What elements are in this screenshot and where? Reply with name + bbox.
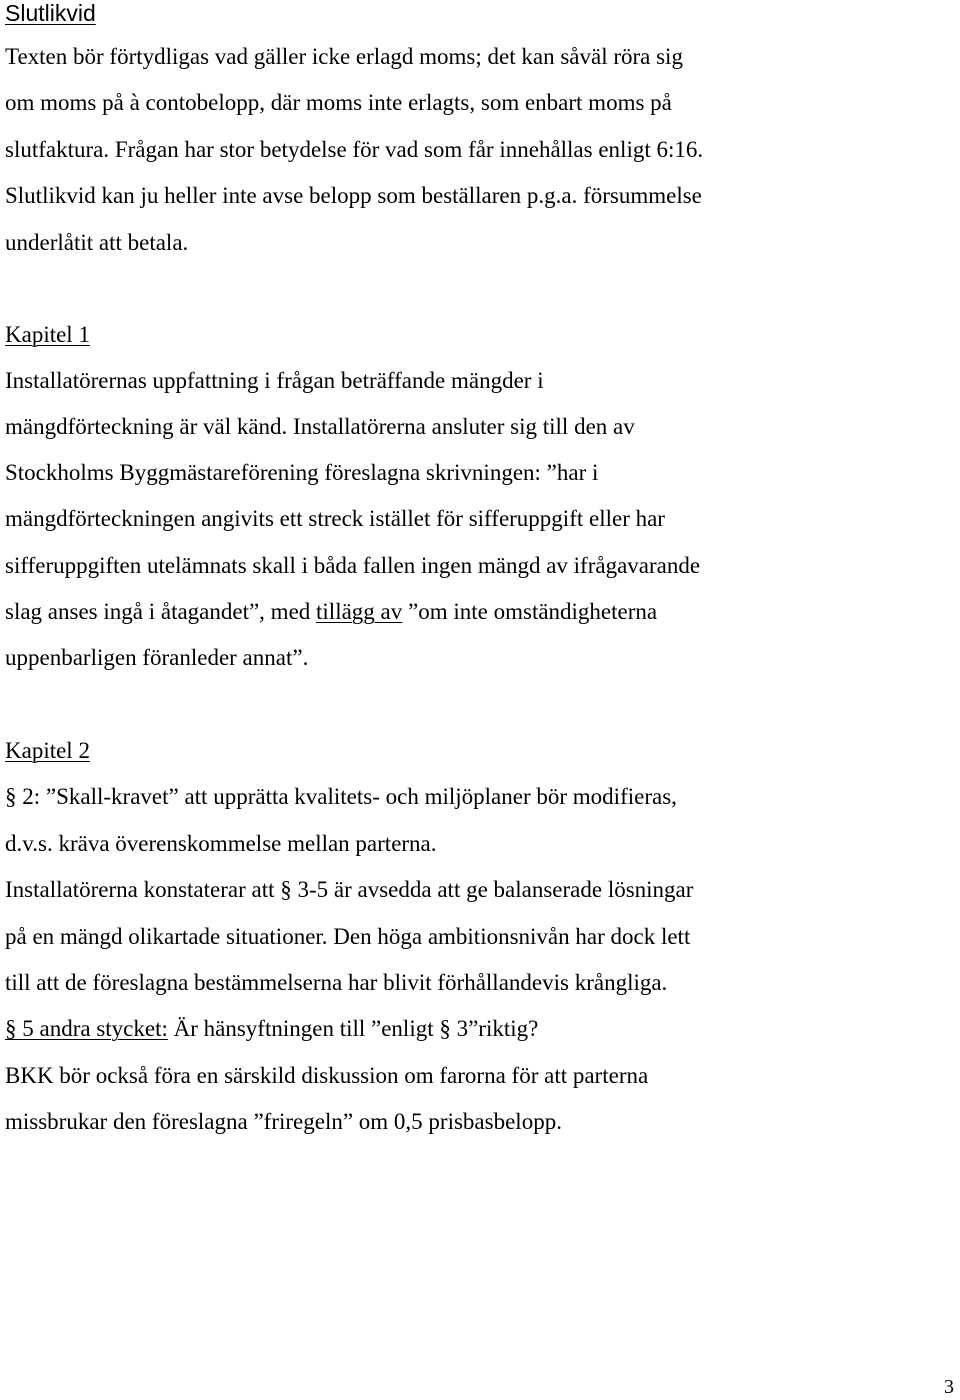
slutlikvid-line-3: slutfaktura. Frågan har stor betydelse för vad som får innehållas enligt 6:16.	[5, 137, 704, 162]
kapitel1-line-5: sifferuppgiften utelämnats skall i båda fallen ingen mängd av ifrågavarande	[5, 553, 701, 578]
kapitel1-line-6-text-a: slag anses ingå i åtagandet”, med	[5, 599, 317, 624]
kapitel1-line-4: mängdförteckningen angivits ett streck istället för sifferuppgift eller har	[5, 506, 665, 531]
slutlikvid-line-1: Texten bör förtydligas vad gäller icke erlagd moms; det kan såväl röra sig	[5, 44, 683, 69]
slutlikvid-line-5: underlåtit att betala.	[5, 230, 189, 255]
heading-kapitel-2: Kapitel 2	[5, 738, 90, 763]
heading-kapitel-1: Kapitel 1	[5, 322, 90, 347]
kapitel1-line-6	[5, 599, 657, 625]
kapitel2-line-6	[5, 1016, 538, 1042]
tillagg-av-underlined: tillägg av	[316, 599, 403, 624]
kapitel1-line-2: mängdförteckning är väl känd. Installatörerna ansluter sig till den av	[5, 414, 635, 439]
kapitel2-line-4: på en mängd olikartade situationer. Den höga ambitionsnivån har dock lett	[5, 924, 691, 949]
kapitel2-line-1: § 2: ”Skall-kravet” att upprätta kvalitets- och miljöplaner bör modifieras,	[5, 784, 677, 809]
kapitel2-line-3: Installatörerna konstaterar att § 3-5 är avsedda att ge balanserade lösningar	[5, 877, 694, 902]
page-number: 3	[944, 1376, 954, 1398]
kapitel1-line-7: uppenbarligen föranleder annat”.	[5, 645, 309, 670]
kapitel2-line-8: missbrukar den föreslagna ”friregeln” om 0,5 prisbasbelopp.	[5, 1109, 562, 1134]
kapitel2-line-7: BKK bör också föra en särskild diskussion om farorna för att parterna	[5, 1063, 649, 1088]
kapitel2-line-2: d.v.s. kräva överenskommelse mellan parterna.	[5, 831, 437, 856]
kapitel1-line-1: Installatörernas uppfattning i frågan beträffande mängder i	[5, 368, 544, 393]
kapitel2-line-5: till att de föreslagna bestämmelserna har blivit förhållandevis krångliga.	[5, 970, 668, 995]
paragraph-5-reference-underlined: § 5 andra stycket:	[5, 1016, 168, 1041]
kapitel1-line-6-text-b: ”om inte omständigheterna	[402, 599, 658, 624]
heading-slutlikvid: Slutlikvid	[5, 0, 96, 26]
kapitel1-line-3: Stockholms Byggmästareförening föreslagna skrivningen: ”har i	[5, 460, 599, 485]
slutlikvid-line-4: Slutlikvid kan ju heller inte avse belopp som beställaren p.g.a. försummelse	[5, 183, 702, 208]
kapitel2-line-6-text: Är hänsyftningen till ”enligt § 3”riktig?	[167, 1016, 539, 1041]
slutlikvid-line-2: om moms på à contobelopp, där moms inte erlagts, som enbart moms på	[5, 90, 672, 115]
